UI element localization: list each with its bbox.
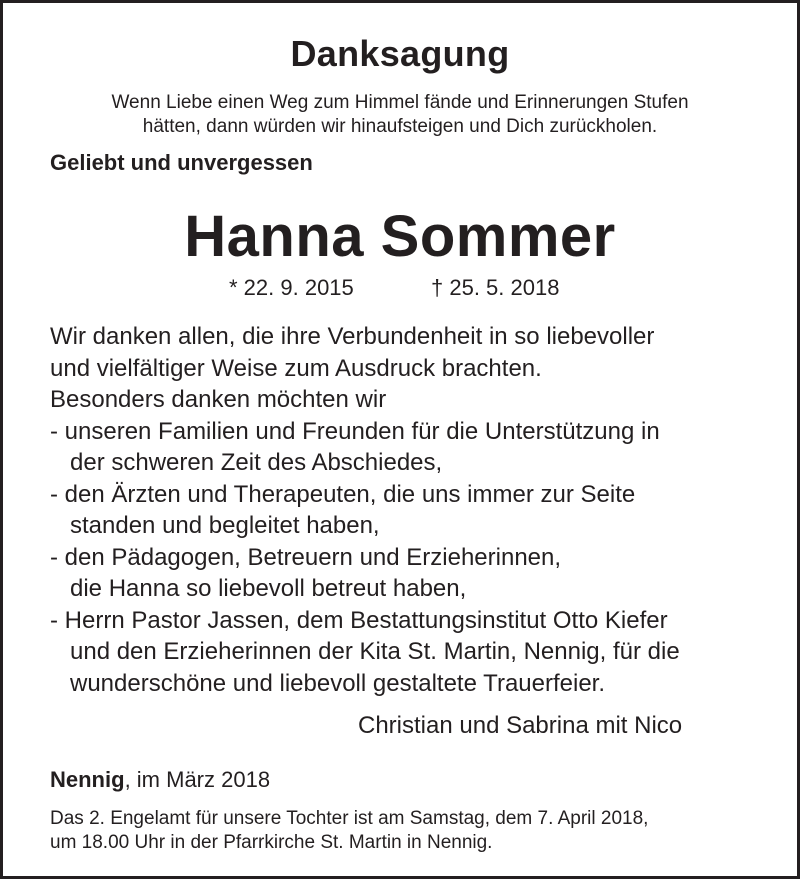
signature: Christian und Sabrina mit Nico (358, 712, 683, 739)
text-line: und vielfältiger Weise zum Ausdruck brachten. (50, 354, 542, 382)
text-line: die Hanna so liebevoll betreut haben, (70, 575, 467, 602)
death-date: † 25. 5. 2018 (431, 275, 560, 300)
text-line: - den Ärzten und Therapeuten, die uns immer zur Seite (50, 480, 636, 508)
footer-line: um 18.00 Uhr in der Pfarrkirche St. Martin in Nennig. (50, 832, 493, 853)
place-date (50, 767, 270, 793)
text-line: der schweren Zeit des Abschiedes, (70, 449, 443, 476)
text-line: Besonders danken möchten wir (50, 386, 387, 413)
thanks-text (50, 321, 680, 699)
text-line: Wir danken allen, die ihre Verbundenheit in so liebevoller (50, 323, 655, 350)
text-line: - den Pädagogen, Betreuern und Erzieherinnen, (50, 543, 562, 571)
birth-date: * 22. 9. 2015 (229, 275, 354, 300)
motto-line: hätten, dann würden wir hinaufsteigen und Dich zurückholen. (142, 116, 658, 137)
text-line: - Herrn Pastor Jassen, dem Bestattungsinstitut Otto Kiefer (50, 606, 668, 634)
text-line: standen und begleitet haben, (70, 512, 380, 539)
service-info (50, 807, 648, 855)
place-name: Nennig (50, 767, 125, 792)
deceased-name: Hanna Sommer (184, 204, 616, 269)
motto-line: Wenn Liebe einen Weg zum Himmel fände und Erinnerungen Stufen (111, 92, 689, 113)
date-text: , im März 2018 (124, 767, 271, 792)
motto-quote (3, 91, 797, 139)
notice-heading: Danksagung (290, 33, 510, 74)
text-line: wunderschöne und liebevoll gestaltete Trauerfeier. (70, 669, 606, 697)
subheading: Geliebt und unvergessen (50, 150, 313, 175)
text-line: - unseren Familien und Freunden für die Unterstützung in (50, 417, 660, 445)
footer-line: Das 2. Engelamt für unsere Tochter ist am Samstag, dem 7. April 2018, (50, 808, 649, 829)
text-line: und den Erzieherinnen der Kita St. Martin, Nennig, für die (70, 638, 680, 665)
